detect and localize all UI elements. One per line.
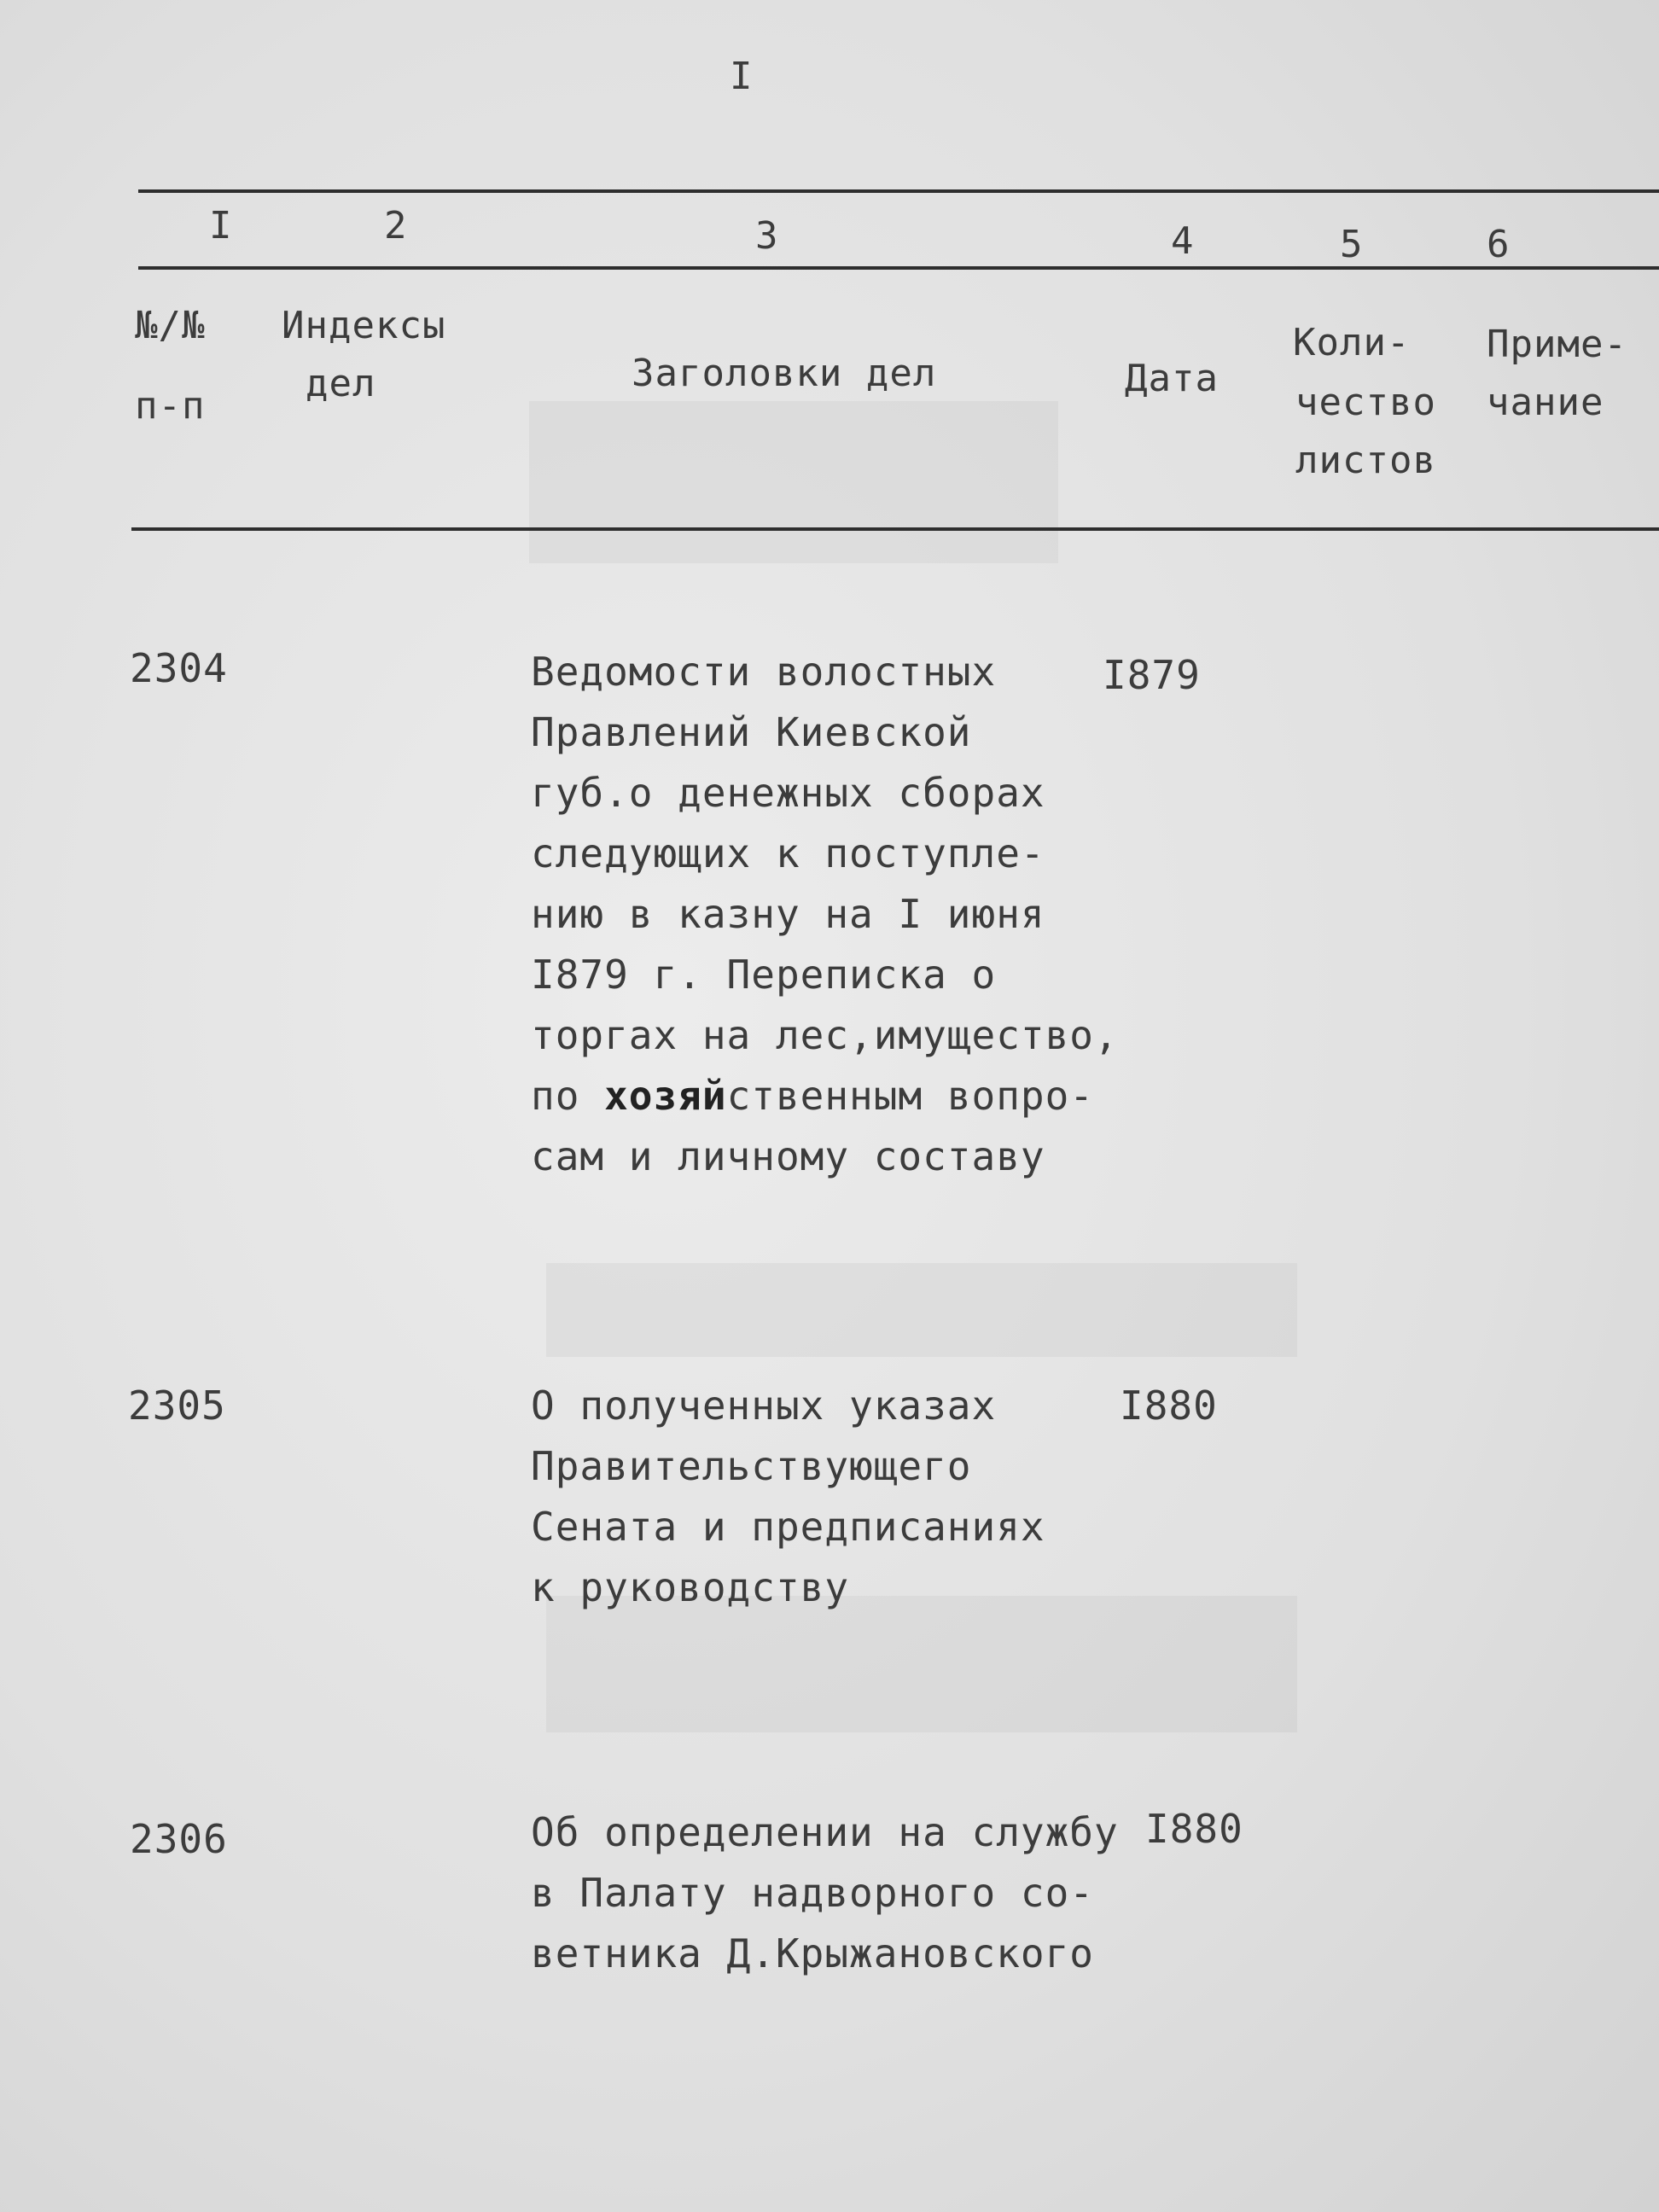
- page-number: I: [730, 55, 754, 98]
- row-title-line: Правлений Киевской: [531, 709, 972, 755]
- header-title-line: Заголовки дел: [632, 352, 937, 395]
- column-number-rule: [138, 266, 1659, 270]
- show-through-mark: [529, 401, 1058, 563]
- header-sheets-line: Коли-: [1293, 321, 1411, 364]
- header-bottom-rule: [131, 527, 1659, 531]
- show-through-mark: [546, 1263, 1297, 1357]
- header-sheets-line: чество: [1295, 381, 1436, 424]
- row-title-line: Об определении на службу: [531, 1809, 1119, 1855]
- row-date: I880: [1120, 1382, 1218, 1429]
- row-title-line: Правительствующего: [531, 1443, 972, 1489]
- row-title-line: к руководству: [531, 1564, 850, 1610]
- row-title-line: [531, 1066, 1094, 1126]
- row-title-line: губ.о денежных сборах: [531, 770, 1045, 816]
- column-number-2: 2: [384, 204, 408, 247]
- column-number-3: 3: [755, 214, 779, 258]
- top-rule: [138, 189, 1659, 193]
- row-title-line: в Палату надворного со-: [531, 1870, 1094, 1916]
- row-number: 2306: [130, 1816, 228, 1862]
- header-index-line: Индексы: [282, 304, 446, 347]
- row-title-line: сам и личному составу: [531, 1133, 1045, 1179]
- row-number: 2304: [130, 645, 228, 691]
- header-index-line: дел: [306, 362, 376, 405]
- header-note-line: Приме-: [1487, 323, 1627, 366]
- row-title-line: торгах на лес,имущество,: [531, 1012, 1119, 1058]
- row-date: I879: [1103, 652, 1201, 698]
- row-title-line: О полученных указах: [531, 1382, 997, 1429]
- column-number-4: 4: [1171, 219, 1195, 263]
- header-date-line: Дата: [1125, 357, 1219, 400]
- header-sheets-line: листов: [1295, 439, 1436, 482]
- row-number: 2305: [128, 1382, 226, 1429]
- header-num-line: п-п: [135, 384, 206, 428]
- row-title-line: Ведомости волостных: [531, 649, 997, 695]
- column-number-5: 5: [1340, 223, 1364, 266]
- row-title-line: нию в казну на I июня: [531, 891, 1045, 937]
- row-title-line-suffix: ственным вопро-: [726, 1073, 1094, 1119]
- header-note-line: чание: [1487, 381, 1604, 424]
- row-title-line-bold: хозяй: [604, 1073, 727, 1119]
- row-title-line: I879 г. Переписка о: [531, 952, 997, 998]
- column-number-1: I: [209, 204, 233, 247]
- row-title-line: следующих к поступле-: [531, 830, 1045, 876]
- header-num-line: №/№: [135, 304, 206, 347]
- row-title-line-prefix: по: [531, 1073, 605, 1119]
- row-title-line: Сената и предписаниях: [531, 1504, 1045, 1550]
- row-title-line: ветника Д.Крыжановского: [531, 1930, 1094, 1976]
- row-date: I880: [1145, 1806, 1243, 1852]
- column-number-6: 6: [1487, 223, 1511, 266]
